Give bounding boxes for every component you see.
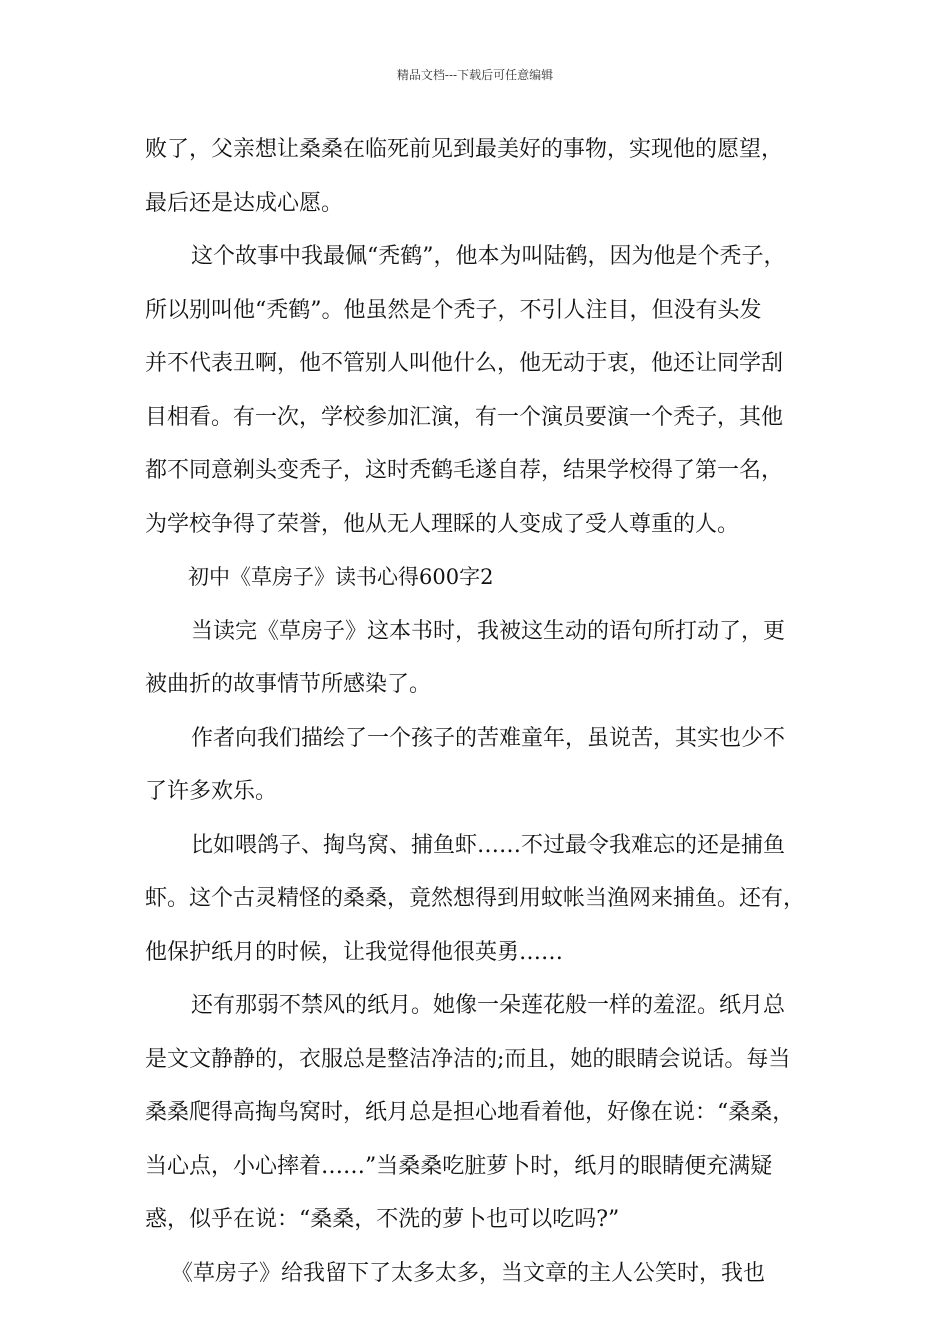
text-line: 还有那弱不禁风的纸月。她像一朵莲花般一样的羞涩。纸月总 (191, 993, 786, 1018)
text-line: 所以别叫他“秃鹤”。他虽然是个秃子，不引人注目，但没有头发 (145, 297, 762, 323)
text-line: 了许多欢乐。 (145, 779, 278, 804)
text-line: 虾。这个古灵精怪的桑桑，竟然想得到用蚊帐当渔网来捕鱼。还有， (145, 886, 806, 911)
text-line: 并不代表丑啊，他不管别人叫他什么，他无动于衷，他还让同学刮 (145, 351, 784, 376)
text-line: 都不同意剃头变秃子，这时秃鹤毛遂自荐，结果学校得了第一名， (145, 458, 784, 483)
text-line: 最后还是达成心愿。 (145, 190, 344, 216)
text-line: 作者向我们描绘了一个孩子的苦难童年，虽说苦，其实也少不 (191, 725, 786, 751)
text-line: 《草房子》给我留下了太多太多，当文章的主人公笑时，我也 (171, 1260, 766, 1286)
text-line: 是文文静静的，衣服总是整洁净洁的;而且，她的眼睛会说话。每当 (145, 1046, 791, 1072)
text-line: 惑，似乎在说：“桑桑，不洗的萝卜也可以吃吗?” (145, 1207, 620, 1232)
page-header: 精品文档---下载后可任意编辑 (396, 68, 554, 82)
text-line: 桑桑爬得高掏鸟窝时，纸月总是担心地看着他，好像在说：“桑桑， (145, 1100, 795, 1125)
text-line: 他保护纸月的时候，让我觉得他很英勇…… (145, 939, 564, 965)
text-line: 被曲折的故事情节所感染了。 (145, 672, 432, 697)
text-line: 目相看。有一次，学校参加汇演，有一个演员要演一个秃子，其他 (145, 404, 784, 430)
body-text (145, 123, 825, 1300)
text-line: 当读完《草房子》这本书时，我被这生动的语句所打动了，更 (191, 618, 786, 644)
text-line: 比如喂鸽子、掏鸟窝、捕鱼虾……不过最令我难忘的还是捕鱼 (191, 832, 786, 858)
text-line: 当心点，小心摔着……”当桑桑吃脏萝卜时，纸月的眼睛便充满疑 (145, 1153, 773, 1179)
text-line: 败了，父亲想让桑桑在临死前见到最美好的事物，实现他的愿望， (145, 137, 784, 162)
text-line: 为学校争得了荣誉，他从无人理睬的人变成了受人尊重的人。 (145, 511, 740, 537)
section-heading: 初中《草房子》读书心得600字2 (188, 565, 494, 589)
text-line: 这个故事中我最佩“秃鹤”，他本为叫陆鹤，因为他是个秃子， (191, 244, 786, 269)
